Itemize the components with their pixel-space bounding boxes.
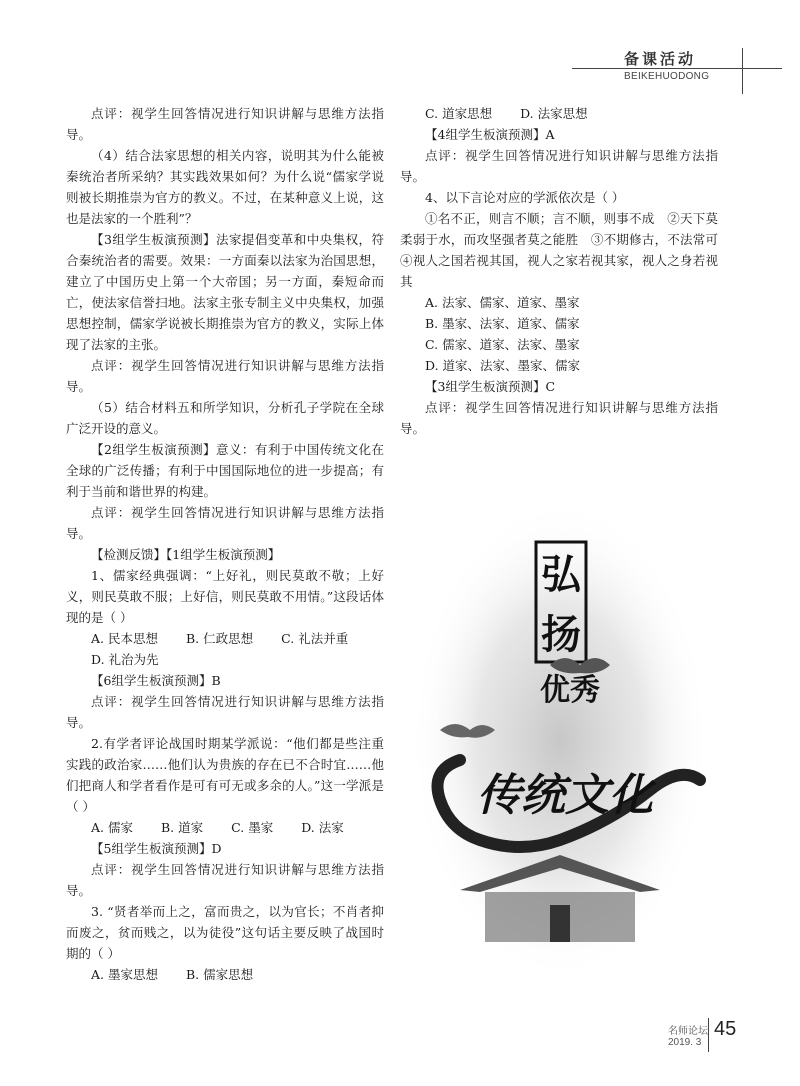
question-options (66, 817, 384, 838)
option: A. 墨家思想 (91, 967, 158, 982)
question: 2.有学者评论战国时期某学派说：“他们都是些注重实践的政治家……他们认为贵族的存在已不合时宜……他们把商人和学者看作是可有可无或多余的人。”这一学派是（ ） (66, 736, 384, 814)
option: C. 道家思想 (425, 106, 493, 121)
paragraph: 【4组学生板演预测】A (425, 127, 555, 142)
page-number: 45 (714, 1018, 737, 1040)
option: D. 礼治为先 (91, 652, 159, 667)
paragraph: 【5组学生板演预测】D (91, 841, 222, 856)
paragraph: 点评：视学生回答情况进行知识讲解与思维方法指导。 (400, 148, 718, 184)
option: A. 法家、儒家、道家、墨家 (425, 295, 580, 310)
art-char-yang: 扬 (541, 611, 581, 658)
art-text-line3: 传统文化 (477, 770, 653, 821)
option: D. 法家 (301, 820, 344, 835)
option: D. 法家思想 (520, 106, 588, 121)
paragraph: 点评：视学生回答情况进行知识讲解与思维方法指导。 (66, 694, 384, 730)
option: B. 道家 (160, 820, 204, 835)
paragraph: （5）结合材料五和所学知识，分析孔子学院在全球广泛开设的意义。 (66, 400, 384, 436)
paragraph: 【检测反馈】【1组学生板演预测】 (91, 547, 281, 562)
paragraph: 【6组学生板演预测】B (91, 673, 221, 688)
question-options (400, 103, 718, 124)
left-column (66, 103, 384, 985)
option: C. 儒家、道家、法家、墨家 (425, 337, 580, 352)
header-rule (572, 68, 782, 69)
footer-vertical-rule (708, 1018, 709, 1052)
question: 3. “贤者举而上之，富而贵之，以为官长；不肖者抑而废之，贫而贱之，以为徒役”这句话主要反映了战国时期的（ ） (66, 904, 384, 961)
calligraphy-artwork-image (400, 500, 720, 990)
section-subtitle: BEIKEHUODONG (624, 71, 710, 82)
paragraph: ①名不正，则言不顺；言不顺，则事不成 ②天下莫柔弱于水，而攻坚强者莫之能胜 ③不期修古，不法常可④视人之国若视其国，视人之家若视其家，视人之身若视其 (400, 211, 718, 289)
paragraph: 【3组学生板演预测】C (425, 379, 556, 394)
header-vertical-rule (742, 48, 743, 94)
option: B. 儒家思想 (185, 967, 254, 982)
paragraph: 点评：视学生回答情况进行知识讲解与思维方法指导。 (66, 106, 384, 142)
option: C. 礼法并重 (281, 631, 349, 646)
art-text-line1 (541, 551, 582, 598)
question-options (66, 964, 384, 985)
art-text-line2: 优秀 (540, 673, 600, 708)
paragraph: 点评：视学生回答情况进行知识讲解与思维方法指导。 (400, 400, 718, 436)
option: C. 墨家 (231, 820, 274, 835)
question: 1、儒家经典强调：“上好礼，则民莫敢不敬；上好义，则民莫敢不服；上好信，则民莫敢不用情。”这段话体现的是（ ） (66, 568, 384, 625)
paragraph: 点评：视学生回答情况进行知识讲解与思维方法指导。 (66, 505, 384, 541)
magazine-name: 名师论坛 (668, 1026, 708, 1037)
issue-date: 2019. 3 (668, 1037, 702, 1048)
option: B. 墨家、法家、道家、儒家 (425, 316, 580, 331)
option: A. 民本思想 (91, 631, 158, 646)
question: 4、以下言论对应的学派依次是（ ） (425, 190, 625, 205)
paragraph: 【3组学生板演预测】法家提倡变革和中央集权，符合秦统治者的需要。效果：一方面秦以法家为治国思想，建立了中国历史上第一个大帝国；另一方面，秦短命而亡，使法家信誉扫地。法家主张专制主义中央集权，加强思想控制，儒家学说被长期推崇为官方的教义，实际上体现了法家的主张。 (66, 232, 384, 352)
right-column (400, 103, 718, 439)
option: A. 儒家 (91, 820, 133, 835)
option: B. 仁政思想 (185, 631, 254, 646)
section-title: 备课活动 (624, 50, 697, 68)
paragraph: 【2组学生板演预测】意义：有利于中国传统文化在全球的广泛传播；有利于中国国际地位的进一步提高；有利于当前和谐世界的构建。 (66, 442, 384, 499)
art-char: 弘 (541, 551, 581, 598)
paragraph: （4）结合法家思想的相关内容，说明其为什么能被秦统治者所采纳？其实践效果如何？为什么说“儒家学说则被长期推崇为官方的教义。不过，在某种意义上说，这也是法家的一个胜利”？ (66, 148, 384, 226)
option: D. 道家、法家、墨家、儒家 (425, 358, 581, 373)
paragraph: 点评：视学生回答情况进行知识讲解与思维方法指导。 (66, 862, 384, 898)
temple-door (550, 905, 570, 942)
question-options (66, 628, 384, 670)
paragraph: 点评：视学生回答情况进行知识讲解与思维方法指导。 (66, 358, 384, 394)
